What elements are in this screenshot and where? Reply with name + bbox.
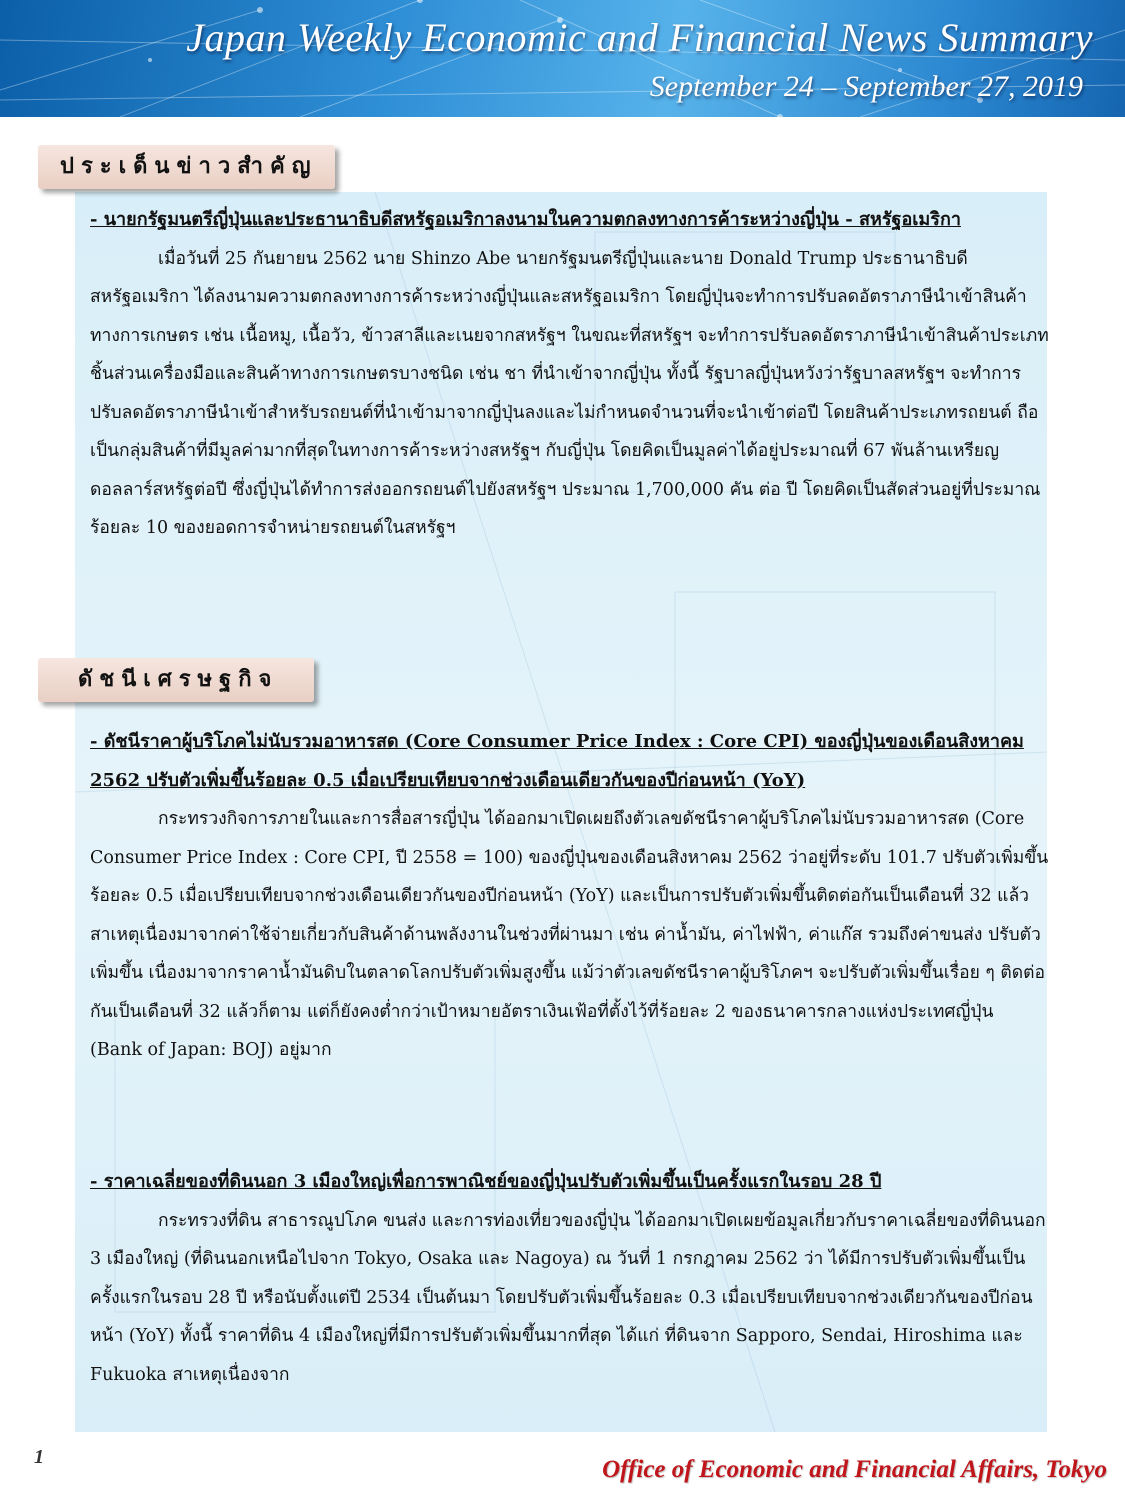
section-tab-economic-index: ดัชนีเศรษฐกิจ bbox=[38, 658, 314, 702]
article-headline: - ราคาเฉลี่ยของที่ดินนอก 3 เมืองใหญ่เพื่อการพาณิชย์ของญี่ปุ่นปรับตัวเพิ่มขึ้นเป็นครั้งแรกในรอบ 28 ปี bbox=[90, 1171, 882, 1192]
office-footer: Office of Economic and Financial Affairs, Tokyo bbox=[602, 1456, 1107, 1483]
article-headline: - ดัชนีราคาผู้บริโภคไม่นับรวมอาหารสด (Core Consumer Price Index : Core CPI) ของญี่ปุ่นของเดือนสิงหาคม 2562 ปรับตัวเพิ่มขึ้นร้อยละ 0.5 เมื่อเปรียบเทียบจากช่วงเดือนเดียวกันของปีก่อนหน้า (YoY) bbox=[90, 731, 1024, 791]
article-body: เมื่อวันที่ 25 กันยายน 2562 นาย Shinzo Abe นายกรัฐมนตรีญี่ปุ่นและนาย Donald Trump ประธานาธิบดีสหรัฐอเมริกา ได้ลงนามความตกลงทางการค้าระหว่างญี่ปุ่นและสหรัฐอเมริกา โดยญี่ปุ่นจะทำการปรับลดอัตราภาษีนำเข้าสินค้าทางการเกษตร เช่น เนื้อหมู, เนื้อวัว, ข้าวสาลีและเนยจากสหรัฐฯ ในขณะที่สหรัฐฯ จะทำการปรับลดอัตราภาษีนำเข้าสินค้าประเภทชิ้นส่วนเครื่องมือและสินค้าทางการเกษตรบางชนิด เช่น ชา ที่นำเข้าจากญี่ปุ่น ทั้งนี้ รัฐบาลญี่ปุ่นหวังว่ารัฐบาลสหรัฐฯ จะทำการปรับลดอัตราภาษีนำเข้าสำหรับรถยนต์ที่นำเข้ามาจากญี่ปุ่นลงและไม่กำหนดจำนวนที่จะนำเข้าต่อปี โดยสินค้าประเภทรถยนต์ ถือเป็นกลุ่มสินค้าที่มีมูลค่ามากที่สุดในทางการค้าระหว่างสหรัฐฯ กับญี่ปุ่น โดยคิดเป็นมูลค่าได้อยู่ประมาณที่ 67 พันล้านเหรียญดอลลาร์สหรัฐต่อปี ซึ่งญี่ปุ่นได้ทำการส่งออกรถยนต์ไปยังสหรัฐฯ ประมาณ 1,700,000 คัน ต่อ ปี โดยคิดเป็นสัดส่วนอยู่ที่ประมาณร้อยละ 10 ของยอดการจำหน่ายรถยนต์ในสหรัฐฯ bbox=[90, 248, 1049, 538]
report-title: Japan Weekly Economic and Financial News Summary bbox=[186, 15, 1093, 60]
section-tab-key-news: ประเด็นข่าวสำคัญ bbox=[38, 145, 335, 189]
article-body: กระทรวงกิจการภายในและการสื่อสารญี่ปุ่น ได้ออกมาเปิดเผยถึงตัวเลขดัชนีราคาผู้บริโภคไม่นับรวมอาหารสด (Core Consumer Price Index : Core CPI, ปี 2558 = 100) ของญี่ปุ่นของเดือนสิงหาคม 2562 ว่าอยู่ที่ระดับ 101.7 ปรับตัวเพิ่มขึ้นร้อยละ 0.5 เมื่อเปรียบเทียบจากช่วงเดือนเดียวกันของปีก่อนหน้า (YoY) และเป็นการปรับตัวเพิ่มขึ้นติดต่อกันเป็นเดือนที่ 32 แล้ว สาเหตุเนื่องมาจากค่าใช้จ่ายเกี่ยวกับสินค้าด้านพลังงานในช่วงที่ผ่านมา เช่น ค่าน้ำมัน, ค่าไฟฟ้า, ค่าแก๊ส รวมถึงค่าขนส่ง ปรับตัวเพิ่มขึ้น เนื่องมาจากราคาน้ำมันดิบในตลาดโลกปรับตัวเพิ่มสูงขึ้น แม้ว่าตัวเลขดัชนีราคาผู้บริโภคฯ จะปรับตัวเพิ่มขึ้นเรื่อย ๆ ติดต่อกันเป็นเดือนที่ 32 แล้วก็ตาม แต่ก็ยังคงต่ำกว่าเป้าหมายอัตราเงินเฟ้อที่ตั้งไว้ที่ร้อยละ 2 ของธนาคารกลางแห่งประเทศญี่ปุ่น (Bank of Japan: BOJ) อยู่มาก bbox=[90, 809, 1049, 1060]
article-body: กระทรวงที่ดิน สาธารณูปโภค ขนส่ง และการท่องเที่ยวของญี่ปุ่น ได้ออกมาเปิดเผยข้อมูลเกี่ยวกับราคาเฉลี่ยของที่ดินนอก 3 เมืองใหญ่ (ที่ดินนอกเหนือไปจาก Tokyo, Osaka และ Nagoya) ณ วันที่ 1 กรกฎาคม 2562 ว่า ได้มีการปรับตัวเพิ่มขึ้นเป็นครั้งแรกในรอบ 28 ปี หรือนับตั้งแต่ปี 2534 เป็นต้นมา โดยปรับตัวเพิ่มขึ้นร้อยละ 0.3 เมื่อเปรียบเทียบจากช่วงเดียวกันของปีก่อนหน้า (YoY) ทั้งนี้ ราคาที่ดิน 4 เมืองใหญ่ที่มีการปรับตัวเพิ่มขึ้นมากที่สุด ได้แก่ ที่ดินจาก Sapporo, Sendai, Hiroshima และ Fukuoka สาเหตุเนื่องจาก bbox=[90, 1210, 1046, 1385]
article-land-price bbox=[90, 1163, 1050, 1394]
article-core-cpi bbox=[90, 723, 1050, 1070]
article-trade-agreement bbox=[90, 201, 1050, 548]
article-headline: - นายกรัฐมนตรีญี่ปุ่นและประธานาธิบดีสหรัฐอเมริกาลงนามในความตกลงทางการค้าระหว่างญี่ปุ่น - สหรัฐอเมริกา bbox=[90, 209, 961, 230]
page-number: 1 bbox=[34, 1446, 44, 1468]
report-date-range: September 24 – September 27, 2019 bbox=[649, 70, 1083, 103]
header-banner bbox=[0, 0, 1125, 117]
